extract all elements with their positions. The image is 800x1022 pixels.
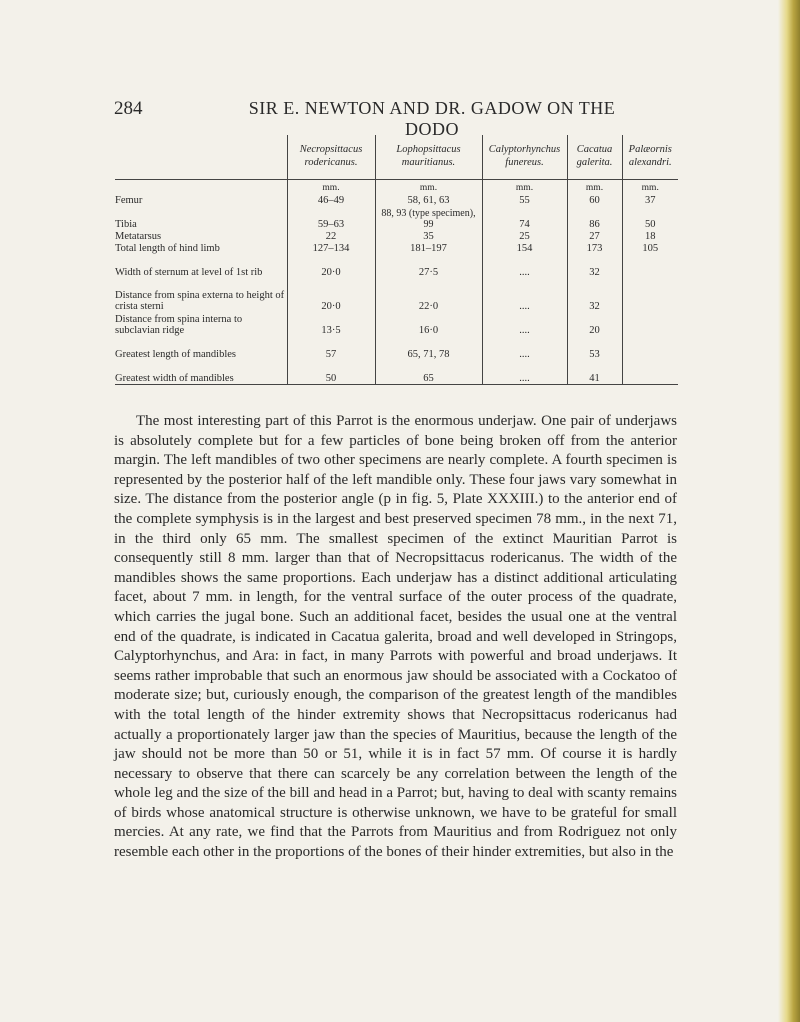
table-cell: 32	[567, 254, 622, 278]
column-header: Cacatua galerita.	[567, 135, 622, 180]
table-cell: 105	[622, 242, 678, 254]
running-title: SIR E. NEWTON AND DR. GADOW ON THE DODO	[248, 98, 616, 139]
table-cell: ....	[482, 312, 567, 336]
body-paragraph: The most interesting part of this Parrot is the enormous underjaw. One pair of underjaws is absolutely complete but for a few particles of bone being broken off from the anterior margin. The left mandibles of two other specimens are nearly complete. A fourth specimen is represented by the posterior half of the left mandible only. These four jaws vary somewhat in size. The distance from the posterior angle (p in fig. 5, Plate XXXIII.) to the anterior end of the complete symphysis is in the largest and best preserved specimen 78 mm., in the next 71, in the third only 65 mm. The smallest specimen of the extinct Mauritian Parrot is consequently still 8 mm. larger than that of Necropsittacus rodericanus. The width of the mandibles shows the same proportions. Each underjaw has a distinct additional articulating facet, about 7 mm. in length, for the ventral surface of the outer process of the quadrate, which carries the jugal bone. Such an additional facet, besides the usual one at the ventral end of the quadrate, is indicated in Cacatua galerita, broad and well developed in Stringops, Calyptorhynchus, and Ara: in fact, in many Parrots with powerful and broad underjaws. It seems rather improbable that such an enormous jaw should be associated with a Cockatoo of moderate size; but, curiously enough, the comparison of the greatest length of the mandibles with the total length of the hinder extremity shows that Necropsittacus rodericanus had actually a proportionately larger jaw than the species of Mauritius, because the length of the jaw should not be more than 50 or 51, while it is in fact 57 mm. Of course it is hardly necessary to observe that there can scarcely be any correlation between the length of the whole leg and the size of the bill and head in a Parrot; but, having to deal with scanty remains of birds whose anatomical structure is otherwise unknown, we have to be grateful for small mercies. At any rate, we find that the Parrots from Mauritius and from Rodriguez not only resemble each other in the proportions of the bones of their hinder extremities, but also in the	[114, 413, 677, 861]
table-cell: 50	[287, 360, 375, 385]
column-header: Necropsittacus rodericanus.	[287, 135, 375, 180]
unit-label: mm.	[287, 180, 375, 195]
table-cell	[622, 278, 678, 312]
table-cell: 35	[375, 230, 482, 242]
table-cell	[622, 360, 678, 385]
table-row	[115, 242, 678, 254]
column-header: Lophopsittacus mauritianus.	[375, 135, 482, 180]
table-cell: 41	[567, 360, 622, 385]
table-cell: 50	[622, 206, 678, 230]
column-header: Palæornis alexandri.	[622, 135, 678, 180]
table-cell: 46–49	[287, 194, 375, 206]
table-cell: 37	[622, 194, 678, 206]
header-blank	[115, 135, 287, 180]
table-header-row	[115, 135, 678, 180]
table-row	[115, 360, 678, 385]
table-cell: 59–63	[287, 206, 375, 230]
table-row	[115, 278, 678, 312]
row-label: Distance from spina externa to height of crista sterni	[115, 290, 285, 312]
table-row	[115, 230, 678, 242]
table-row	[115, 194, 678, 206]
unit-label: mm.	[375, 180, 482, 195]
body-text	[114, 412, 677, 863]
table-cell: ....	[482, 278, 567, 312]
table-cell: 16·0	[375, 312, 482, 336]
table-cell	[622, 254, 678, 278]
table-cell: 74	[482, 206, 567, 230]
table-cell: 20	[567, 312, 622, 336]
table-cell: 57	[287, 336, 375, 360]
unit-label: mm.	[567, 180, 622, 195]
table-cell: 18	[622, 230, 678, 242]
table-cell: ....	[482, 360, 567, 385]
table-cell: 53	[567, 336, 622, 360]
row-label: Greatest length of mandibles	[115, 349, 237, 360]
column-header: Calyptorhynchus funereus.	[482, 135, 567, 180]
row-label: Metatarsus	[115, 231, 162, 242]
unit-label: mm.	[482, 180, 567, 195]
table-cell: 127–134	[287, 242, 375, 254]
row-label: Width of sternum at level of 1st rib	[115, 267, 263, 278]
table-cell: 22	[287, 230, 375, 242]
table-cell: 86	[567, 206, 622, 230]
measurements-table	[115, 135, 678, 385]
table-cell: ....	[482, 336, 567, 360]
table-cell	[375, 206, 482, 230]
table-cell: 20·0	[287, 254, 375, 278]
table-cell: 181–197	[375, 242, 482, 254]
table-cell: 173	[567, 242, 622, 254]
table-row	[115, 254, 678, 278]
table-row	[115, 206, 678, 230]
table-cell: 60	[567, 194, 622, 206]
table-cell: 20·0	[287, 278, 375, 312]
table-cell: 65	[375, 360, 482, 385]
table-cell: 32	[567, 278, 622, 312]
table-row	[115, 336, 678, 360]
row-label: Greatest width of mandibles	[115, 360, 287, 385]
table-cell: ....	[482, 254, 567, 278]
table-cell: 154	[482, 242, 567, 254]
table-cell: 55	[482, 194, 567, 206]
row-label: Total length of hind limb	[115, 243, 220, 254]
table-cell: 58, 61, 63	[375, 194, 482, 206]
page-header	[0, 98, 780, 139]
page-number: 284	[114, 98, 143, 119]
tibia-specimen-note: 88, 93 (type specimen), 99	[381, 208, 476, 230]
table-cell	[622, 336, 678, 360]
table-cell: 25	[482, 230, 567, 242]
units-row	[115, 180, 678, 195]
table-cell: 27	[567, 230, 622, 242]
table-cell: 65, 71, 78	[375, 336, 482, 360]
table-cell: 22·0	[375, 278, 482, 312]
row-label: Tibia	[115, 219, 137, 230]
table-row	[115, 312, 678, 336]
unit-label: mm.	[622, 180, 678, 195]
page-edge-shadow	[778, 0, 800, 1022]
table-cell: 13·5	[287, 312, 375, 336]
table-cell: 27·5	[375, 254, 482, 278]
table-cell	[622, 312, 678, 336]
row-label: Femur	[115, 195, 143, 206]
row-label: Distance from spina interna to subclavian ridge	[115, 314, 243, 336]
